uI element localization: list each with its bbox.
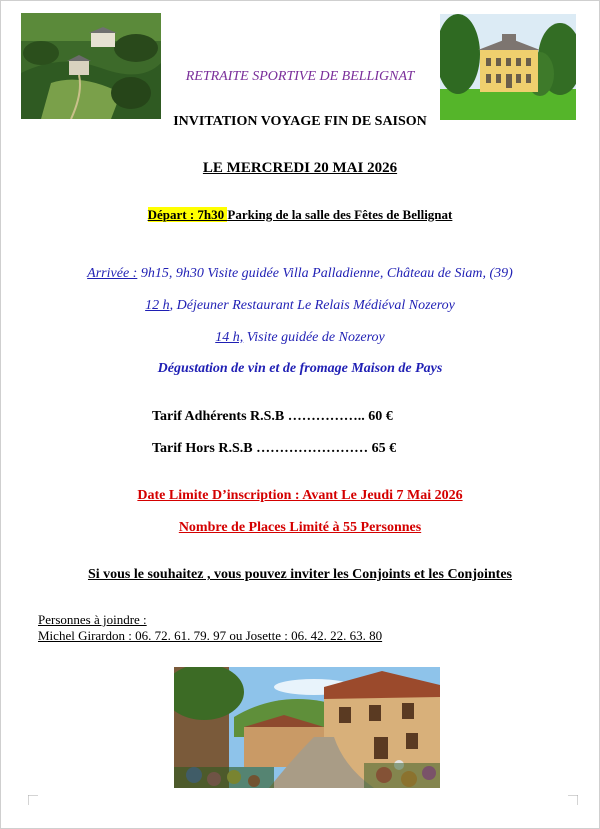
program-text: Visite guidée de Nozeroy (243, 330, 385, 345)
registration-deadline: Date Limite D’inscription : Avant Le Jeudi 7 Mai 2026 (137, 488, 463, 503)
chateau-photo (440, 14, 576, 120)
price-label: Tarif Hors R.S.B (152, 441, 253, 456)
invite-note: Si vous le souhaitez , vous pouvez inviter les Conjoints et les Conjointes (87, 567, 513, 582)
price-value: 65 € (371, 441, 397, 456)
corner-mark-left (28, 795, 38, 805)
program-time: 12 h (145, 298, 170, 313)
price-non-members (152, 441, 572, 457)
price-members (152, 409, 572, 425)
program-visit (0, 330, 600, 346)
departure-label: Départ : 7h30 (147, 207, 228, 222)
aerial-estate-photo (21, 13, 161, 119)
program-text: Dégustation de vin et de fromage Maison de Pays (157, 361, 443, 376)
corner-mark-right (568, 795, 578, 805)
program-text: 9h15, 9h30 Visite guidée Villa Palladienne, Château de Siam, (39) (137, 266, 513, 281)
program-text: , Déjeuner Restaurant Le Relais Médiéval Nozeroy (169, 298, 455, 313)
club-title: RETRAITE SPORTIVE DE BELLIGNAT (185, 69, 415, 84)
departure-line (0, 207, 600, 223)
program-arrival (0, 266, 600, 282)
contacts-line: Michel Girardon : 06. 72. 61. 79. 97 ou Josette : 06. 42. 22. 63. 80 (38, 628, 383, 643)
price-label: Tarif Adhérents R.S.B (152, 409, 285, 424)
places-limit: Nombre de Places Limité à 55 Personnes (178, 520, 422, 535)
price-dots: …………….. (284, 409, 369, 424)
price-dots: …………………… (252, 441, 372, 456)
program-time: Arrivée : (87, 266, 138, 281)
departure-place: Parking de la salle des Fêtes de Bellignat (227, 207, 453, 222)
village-street-photo (174, 667, 440, 788)
program-tasting (0, 361, 600, 377)
program-lunch (0, 298, 600, 314)
program-time: 14 h, (215, 330, 244, 345)
contacts-label: Personnes à joindre : (38, 612, 147, 627)
price-value: 60 € (368, 409, 393, 424)
event-date: LE MERCREDI 20 MAI 2026 (202, 160, 398, 176)
invitation-title: INVITATION VOYAGE FIN DE SAISON (173, 114, 427, 129)
